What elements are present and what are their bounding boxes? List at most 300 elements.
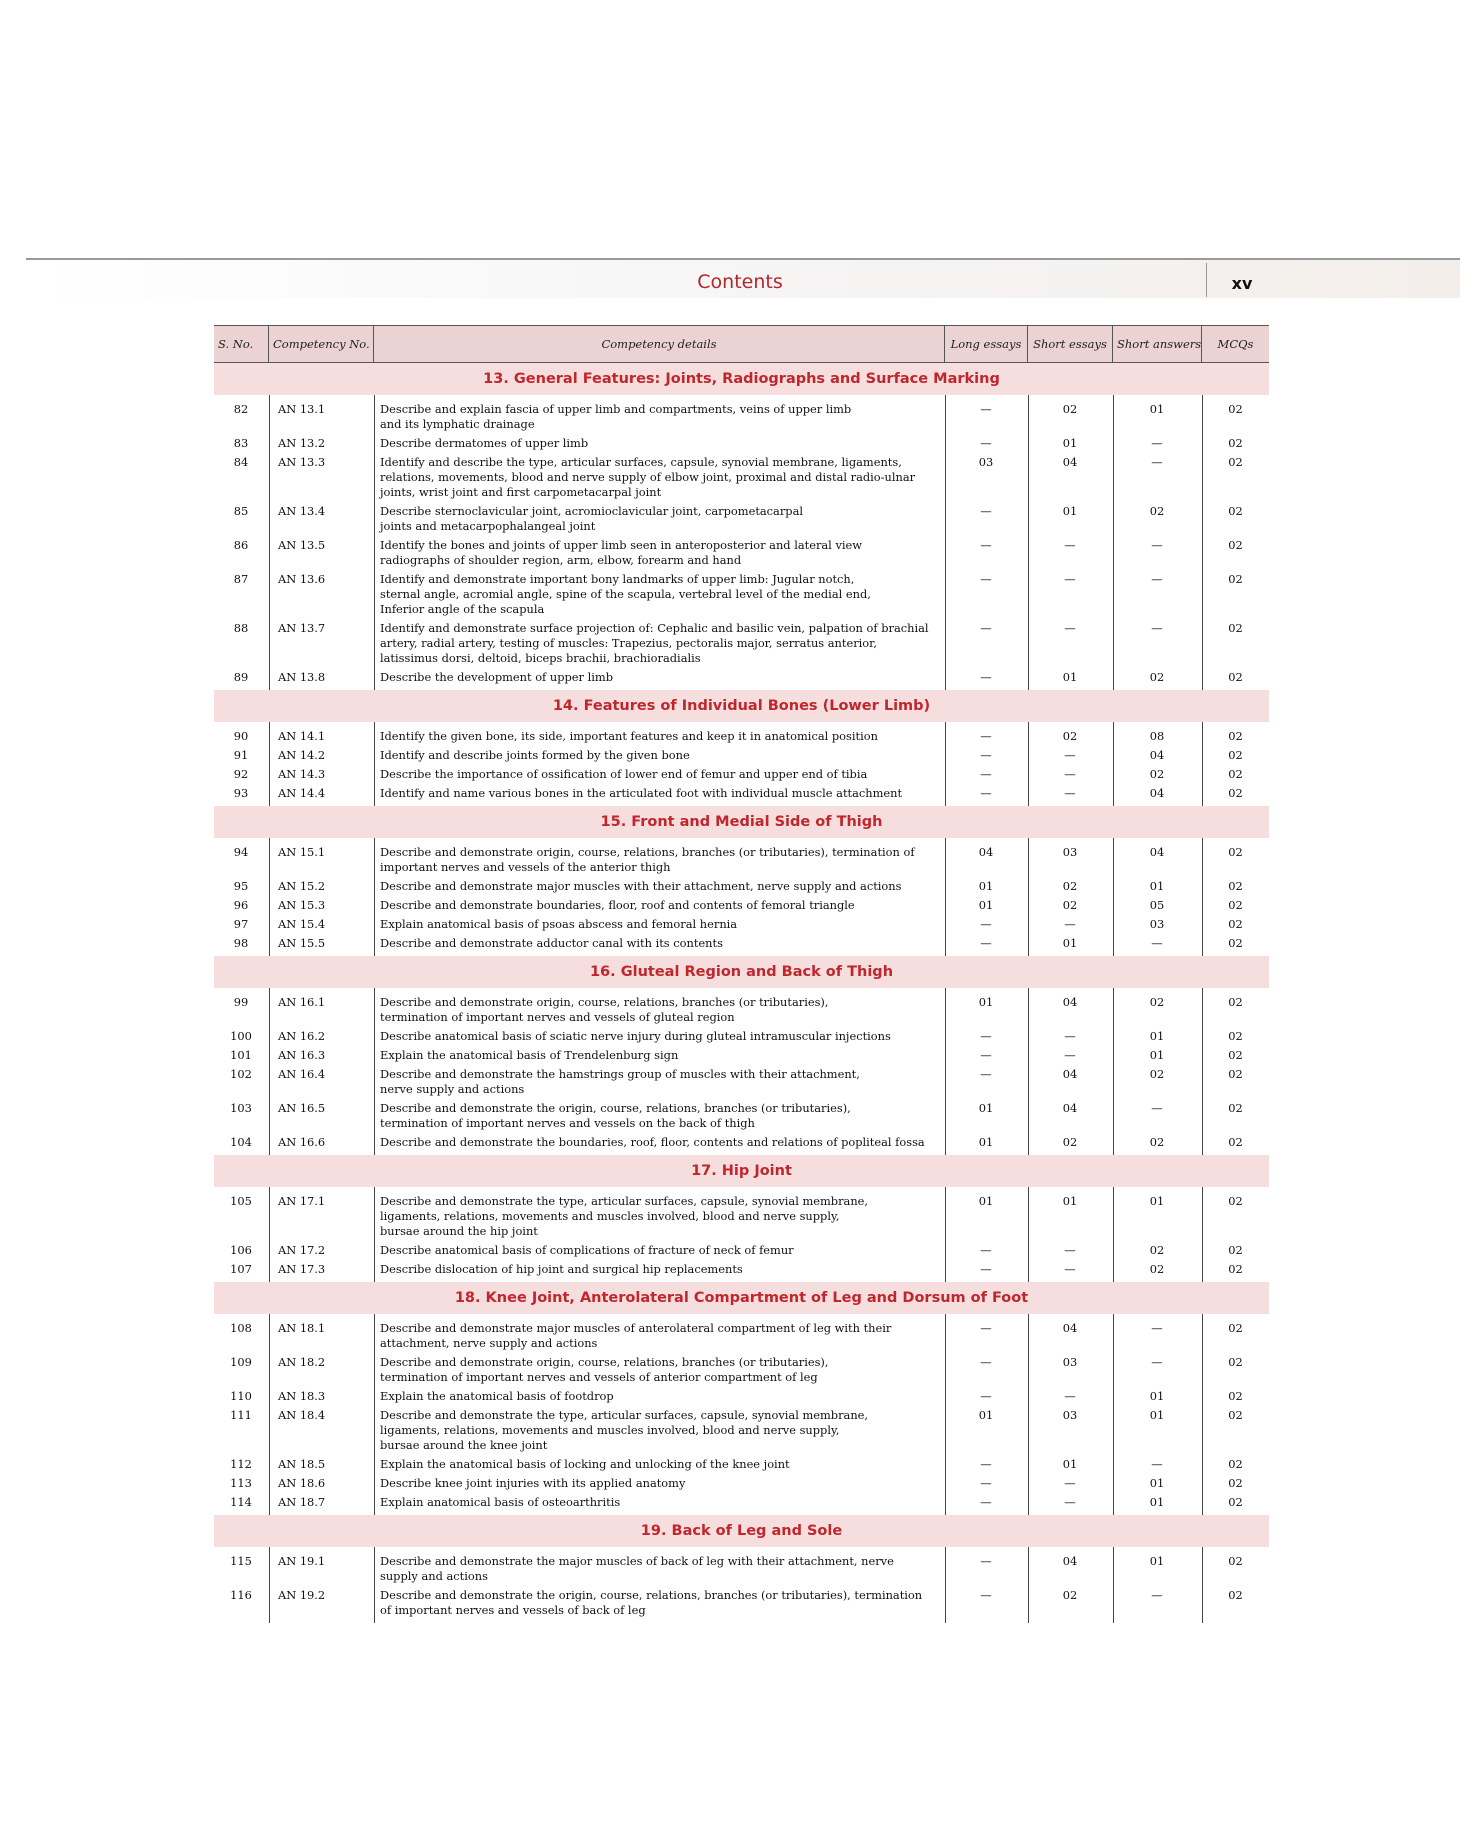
short-answers-count: — <box>1151 455 1163 469</box>
serial-number: 84 <box>233 455 249 469</box>
details-line: Describe knee joint injuries with its applied anatomy <box>380 1476 686 1490</box>
short-essays-count: — <box>1064 1389 1076 1403</box>
long-essays-count: — <box>980 786 992 800</box>
details-line: Describe anatomical basis of sciatic nerve injury during gluteal intramuscular injections <box>380 1029 891 1043</box>
competency-details <box>380 1194 940 1239</box>
short-answers-count: 04 <box>1149 845 1165 859</box>
table-row <box>214 845 1269 875</box>
competency-number: AN 15.2 <box>278 879 326 893</box>
table-row <box>214 1554 1269 1584</box>
serial-number: 89 <box>233 670 249 684</box>
section-rows <box>214 1187 1269 1282</box>
serial-number: 109 <box>230 1355 252 1369</box>
short-answers-count: 01 <box>1149 1048 1165 1062</box>
long-essays-count: — <box>980 1554 992 1568</box>
short-essays-count: 02 <box>1062 729 1078 743</box>
competency-number: AN 17.2 <box>278 1243 326 1257</box>
long-essays-count: — <box>980 621 992 635</box>
short-essays-count: 04 <box>1062 995 1078 1009</box>
competency-details <box>380 1135 940 1150</box>
competency-details <box>380 504 940 534</box>
short-answers-count: 02 <box>1149 1243 1165 1257</box>
short-essays-count: 04 <box>1062 1554 1078 1568</box>
mcqs-count: 02 <box>1228 538 1243 552</box>
short-essays-count: — <box>1064 1476 1076 1490</box>
serial-number: 87 <box>233 572 249 586</box>
short-answers-count: — <box>1151 538 1163 552</box>
section-rows <box>214 722 1269 806</box>
mcqs-count: 02 <box>1228 729 1243 743</box>
table-row <box>214 572 1269 617</box>
table-row <box>214 1067 1269 1097</box>
details-line: bursae around the hip joint <box>380 1224 538 1238</box>
details-line: Describe and demonstrate the boundaries, roof, floor, contents and relations of popliteal fossa <box>380 1135 925 1149</box>
details-line: Describe anatomical basis of complications of fracture of neck of femur <box>380 1243 794 1257</box>
mcqs-count: 02 <box>1228 845 1243 859</box>
mcqs-count: 02 <box>1228 1194 1243 1208</box>
competency-number: AN 19.2 <box>278 1588 326 1602</box>
section-rows <box>214 838 1269 956</box>
competency-details <box>380 1048 940 1063</box>
details-line: Describe and demonstrate adductor canal with its contents <box>380 936 723 950</box>
serial-number: 114 <box>230 1495 252 1509</box>
long-essays-count: — <box>980 767 992 781</box>
mcqs-count: 02 <box>1228 1355 1243 1369</box>
section-rows <box>214 395 1269 690</box>
serial-number: 97 <box>233 917 249 931</box>
mcqs-count: 02 <box>1228 995 1243 1009</box>
competency-number: AN 18.3 <box>278 1389 326 1403</box>
competency-details <box>380 1262 940 1277</box>
details-line: of important nerves and vessels of back of leg <box>380 1603 646 1617</box>
mcqs-count: 02 <box>1228 1588 1243 1602</box>
short-answers-count: 02 <box>1149 1067 1165 1081</box>
serial-number: 113 <box>230 1476 252 1490</box>
details-line: Describe and demonstrate boundaries, floor, roof and contents of femoral triangle <box>380 898 855 912</box>
competency-number: AN 13.2 <box>278 436 326 450</box>
competency-number: AN 18.6 <box>278 1476 326 1490</box>
short-answers-count: 04 <box>1149 786 1165 800</box>
long-essays-count: — <box>980 436 992 450</box>
competency-number: AN 13.4 <box>278 504 326 518</box>
details-line: Identify the given bone, its side, important features and keep it in anatomical position <box>380 729 878 743</box>
serial-number: 90 <box>233 729 249 743</box>
table-row <box>214 621 1269 666</box>
section-title: 19. Back of Leg and Sole <box>214 1515 1269 1547</box>
details-line: Describe and demonstrate the major muscles of back of leg with their attachment, nerve <box>380 1554 894 1568</box>
competency-details <box>380 1321 940 1351</box>
short-essays-count: 02 <box>1062 879 1078 893</box>
serial-number: 110 <box>230 1389 252 1403</box>
section-rows <box>214 1314 1269 1515</box>
long-essays-count: — <box>980 1355 992 1369</box>
table-row <box>214 1194 1269 1239</box>
details-line: relations, movements, blood and nerve supply of elbow joint, proximal and distal radio-ulnar <box>380 470 916 484</box>
competency-number: AN 18.2 <box>278 1355 326 1369</box>
details-line: Describe and demonstrate the type, articular surfaces, capsule, synovial membrane, <box>380 1194 869 1208</box>
short-essays-count: 03 <box>1062 845 1078 859</box>
competency-details <box>380 621 940 666</box>
table-row <box>214 504 1269 534</box>
short-essays-count: — <box>1064 1029 1076 1043</box>
serial-number: 86 <box>233 538 249 552</box>
short-essays-count: — <box>1064 538 1076 552</box>
competency-number: AN 14.2 <box>278 748 326 762</box>
long-essays-count: — <box>980 1389 992 1403</box>
details-line: Describe and demonstrate origin, course, relations, branches (or tributaries), <box>380 995 829 1009</box>
mcqs-count: 02 <box>1228 1243 1243 1257</box>
competency-table <box>214 325 1269 1623</box>
section-title: 18. Knee Joint, Anterolateral Compartment of Leg and Dorsum of Foot <box>214 1282 1269 1314</box>
long-essays-count: — <box>980 1029 992 1043</box>
short-answers-count: — <box>1151 572 1163 586</box>
competency-number: AN 13.7 <box>278 621 326 635</box>
section-rows <box>214 988 1269 1155</box>
details-line: Describe and demonstrate the type, articular surfaces, capsule, synovial membrane, <box>380 1408 869 1422</box>
mcqs-count: 02 <box>1228 1554 1243 1568</box>
long-essays-count: 04 <box>978 845 994 859</box>
table-row <box>214 1243 1269 1258</box>
competency-details <box>380 1476 940 1491</box>
long-essays-count: — <box>980 1321 992 1335</box>
short-answers-count: 02 <box>1149 995 1165 1009</box>
details-line: Describe and demonstrate origin, course, relations, branches (or tributaries), termination of <box>380 845 915 859</box>
competency-details <box>380 936 940 951</box>
mcqs-count: 02 <box>1228 879 1243 893</box>
column-header-short-essays: Short essays <box>1028 326 1113 362</box>
competency-number: AN 13.6 <box>278 572 326 586</box>
serial-number: 93 <box>233 786 249 800</box>
short-essays-count: 01 <box>1062 436 1078 450</box>
short-answers-count: 01 <box>1149 402 1165 416</box>
short-answers-count: 02 <box>1149 504 1165 518</box>
table-row <box>214 1389 1269 1404</box>
details-line: Identify and describe the type, articular surfaces, capsule, synovial membrane, ligaments, <box>380 455 902 469</box>
details-line: Describe and demonstrate major muscles with their attachment, nerve supply and actions <box>380 879 902 893</box>
short-essays-count: — <box>1064 767 1076 781</box>
long-essays-count: — <box>980 1495 992 1509</box>
competency-details <box>380 845 940 875</box>
serial-number: 96 <box>233 898 249 912</box>
competency-number: AN 13.8 <box>278 670 326 684</box>
competency-number: AN 17.3 <box>278 1262 326 1276</box>
serial-number: 100 <box>230 1029 252 1043</box>
short-essays-count: 02 <box>1062 1135 1078 1149</box>
competency-number: AN 16.4 <box>278 1067 326 1081</box>
serial-number: 115 <box>230 1554 252 1568</box>
details-line: Explain anatomical basis of osteoarthritis <box>380 1495 621 1509</box>
competency-number: AN 16.2 <box>278 1029 326 1043</box>
table-row <box>214 1588 1269 1618</box>
short-answers-count: — <box>1151 621 1163 635</box>
serial-number: 88 <box>233 621 249 635</box>
table-row <box>214 1476 1269 1491</box>
serial-number: 108 <box>230 1321 252 1335</box>
competency-number: AN 18.1 <box>278 1321 326 1335</box>
short-answers-count: 01 <box>1149 1389 1165 1403</box>
mcqs-count: 02 <box>1228 572 1243 586</box>
competency-number: AN 14.1 <box>278 729 326 743</box>
short-essays-count: 03 <box>1062 1408 1078 1422</box>
short-answers-count: 02 <box>1149 1135 1165 1149</box>
mcqs-count: 02 <box>1228 1135 1243 1149</box>
details-line: Explain the anatomical basis of footdrop <box>380 1389 614 1403</box>
short-essays-count: — <box>1064 1243 1076 1257</box>
short-answers-count: 01 <box>1149 1029 1165 1043</box>
serial-number: 101 <box>230 1048 252 1062</box>
mcqs-count: 02 <box>1228 1495 1243 1509</box>
table-row <box>214 917 1269 932</box>
long-essays-count: 01 <box>978 1101 994 1115</box>
mcqs-count: 02 <box>1228 786 1243 800</box>
section-title: 13. General Features: Joints, Radiographs and Surface Marking <box>214 363 1269 395</box>
mcqs-count: 02 <box>1228 898 1243 912</box>
serial-number: 112 <box>230 1457 252 1471</box>
details-line: ligaments, relations, movements and muscles involved, blood and nerve supply, <box>380 1209 840 1223</box>
short-essays-count: 01 <box>1062 1457 1078 1471</box>
serial-number: 104 <box>230 1135 252 1149</box>
competency-number: AN 13.5 <box>278 538 326 552</box>
competency-number: AN 18.5 <box>278 1457 326 1471</box>
competency-details <box>380 786 940 801</box>
details-line: Identify and name various bones in the articulated foot with individual muscle attachment <box>380 786 903 800</box>
short-essays-count: 04 <box>1062 1321 1078 1335</box>
details-line: Describe and demonstrate the origin, course, relations, branches (or tributaries), <box>380 1101 851 1115</box>
serial-number: 116 <box>230 1588 252 1602</box>
short-answers-count: — <box>1151 1588 1163 1602</box>
mcqs-count: 02 <box>1228 936 1243 950</box>
short-essays-count: 02 <box>1062 1588 1078 1602</box>
serial-number: 92 <box>233 767 249 781</box>
mcqs-count: 02 <box>1228 1408 1243 1422</box>
table-header-row <box>214 325 1269 363</box>
mcqs-count: 02 <box>1228 1389 1243 1403</box>
long-essays-count: — <box>980 504 992 518</box>
details-line: termination of important nerves and vessels on the back of thigh <box>380 1116 755 1130</box>
details-line: radiographs of shoulder region, arm, elbow, forearm and hand <box>380 553 742 567</box>
column-header-short-answers: Short answers <box>1113 326 1202 362</box>
short-answers-count: 04 <box>1149 748 1165 762</box>
short-answers-count: 02 <box>1149 767 1165 781</box>
section-title: 16. Gluteal Region and Back of Thigh <box>214 956 1269 988</box>
competency-details <box>380 1067 940 1097</box>
table-row <box>214 1457 1269 1472</box>
table-row <box>214 786 1269 801</box>
short-answers-count: 05 <box>1149 898 1165 912</box>
competency-number: AN 17.1 <box>278 1194 326 1208</box>
long-essays-count: — <box>980 1457 992 1471</box>
column-header-long-essays: Long essays <box>945 326 1028 362</box>
section-title: 15. Front and Medial Side of Thigh <box>214 806 1269 838</box>
short-answers-count: 01 <box>1149 1194 1165 1208</box>
serial-number: 105 <box>230 1194 252 1208</box>
details-line: nerve supply and actions <box>380 1082 525 1096</box>
serial-number: 91 <box>233 748 249 762</box>
competency-details <box>380 1355 940 1385</box>
column-header-details: Competency details <box>374 326 945 362</box>
competency-number: AN 18.7 <box>278 1495 326 1509</box>
competency-details <box>380 455 940 500</box>
details-line: Describe and demonstrate origin, course, relations, branches (or tributaries), <box>380 1355 829 1369</box>
serial-number: 82 <box>233 402 249 416</box>
serial-number: 85 <box>233 504 249 518</box>
short-essays-count: — <box>1064 1048 1076 1062</box>
competency-details <box>380 402 940 432</box>
mcqs-count: 02 <box>1228 1067 1243 1081</box>
long-essays-count: — <box>980 748 992 762</box>
short-answers-count: 01 <box>1149 1476 1165 1490</box>
long-essays-count: — <box>980 1262 992 1276</box>
table-row <box>214 455 1269 500</box>
serial-number: 94 <box>233 845 249 859</box>
details-line: and its lymphatic drainage <box>380 417 535 431</box>
details-line: Describe and demonstrate major muscles of anterolateral compartment of leg with their <box>380 1321 892 1335</box>
mcqs-count: 02 <box>1228 621 1243 635</box>
competency-details <box>380 879 940 894</box>
short-essays-count: — <box>1064 621 1076 635</box>
column-header-sno: S. No. <box>214 326 269 362</box>
competency-number: AN 16.6 <box>278 1135 326 1149</box>
section-title: 17. Hip Joint <box>214 1155 1269 1187</box>
competency-number: AN 19.1 <box>278 1554 326 1568</box>
competency-details <box>380 572 940 617</box>
table-row <box>214 1029 1269 1044</box>
competency-number: AN 14.4 <box>278 786 326 800</box>
competency-details <box>380 917 940 932</box>
details-line: bursae around the knee joint <box>380 1438 548 1452</box>
mcqs-count: 02 <box>1228 1048 1243 1062</box>
competency-details <box>380 898 940 913</box>
table-row <box>214 767 1269 782</box>
long-essays-count: — <box>980 572 992 586</box>
page-number: xv <box>1231 274 1253 293</box>
competency-number: AN 15.1 <box>278 845 326 859</box>
long-essays-count: — <box>980 1476 992 1490</box>
long-essays-count: 01 <box>978 1135 994 1149</box>
short-essays-count: — <box>1064 572 1076 586</box>
serial-number: 98 <box>233 936 249 950</box>
table-row <box>214 402 1269 432</box>
mcqs-count: 02 <box>1228 767 1243 781</box>
competency-details <box>380 1243 940 1258</box>
short-essays-count: — <box>1064 1495 1076 1509</box>
long-essays-count: — <box>980 1048 992 1062</box>
column-header-competency-no: Competency No. <box>269 326 374 362</box>
short-essays-count: 02 <box>1062 402 1078 416</box>
details-line: important nerves and vessels of the anterior thigh <box>380 860 671 874</box>
details-line: Describe dermatomes of upper limb <box>380 436 589 450</box>
mcqs-count: 02 <box>1228 748 1243 762</box>
table-row <box>214 729 1269 744</box>
details-line: Identify the bones and joints of upper limb seen in anteroposterior and lateral view <box>380 538 863 552</box>
short-essays-count: 03 <box>1062 1355 1078 1369</box>
long-essays-count: — <box>980 729 992 743</box>
mcqs-count: 02 <box>1228 1457 1243 1471</box>
competency-details <box>380 767 940 782</box>
short-essays-count: 04 <box>1062 1101 1078 1115</box>
mcqs-count: 02 <box>1228 1101 1243 1115</box>
details-line: Describe the development of upper limb <box>380 670 613 684</box>
header-divider <box>1206 263 1207 297</box>
details-line: attachment, nerve supply and actions <box>380 1336 598 1350</box>
long-essays-count: — <box>980 1588 992 1602</box>
long-essays-count: — <box>980 917 992 931</box>
long-essays-count: — <box>980 402 992 416</box>
short-essays-count: — <box>1064 1262 1076 1276</box>
long-essays-count: — <box>980 670 992 684</box>
short-essays-count: 01 <box>1062 1194 1078 1208</box>
long-essays-count: 01 <box>978 898 994 912</box>
competency-number: AN 15.4 <box>278 917 326 931</box>
competency-number: AN 16.1 <box>278 995 326 1009</box>
short-answers-count: 01 <box>1149 1408 1165 1422</box>
mcqs-count: 02 <box>1228 504 1243 518</box>
details-line: sternal angle, acromial angle, spine of the scapula, vertebral level of the medial end, <box>380 587 871 601</box>
short-essays-count: 01 <box>1062 670 1078 684</box>
competency-number: AN 16.3 <box>278 1048 326 1062</box>
serial-number: 95 <box>233 879 249 893</box>
table-row <box>214 1321 1269 1351</box>
section-title: 14. Features of Individual Bones (Lower Limb) <box>214 690 1269 722</box>
short-essays-count: 04 <box>1062 1067 1078 1081</box>
competency-details <box>380 1389 940 1404</box>
long-essays-count: 01 <box>978 1408 994 1422</box>
details-line: Describe and demonstrate the origin, course, relations, branches (or tributaries), termination <box>380 1588 923 1602</box>
details-line: Describe and demonstrate the hamstrings group of muscles with their attachment, <box>380 1067 860 1081</box>
short-answers-count: — <box>1151 1101 1163 1115</box>
details-line: Describe and explain fascia of upper limb and compartments, veins of upper limb <box>380 402 852 416</box>
mcqs-count: 02 <box>1228 1029 1243 1043</box>
mcqs-count: 02 <box>1228 455 1243 469</box>
competency-details <box>380 1588 940 1618</box>
competency-details <box>380 995 940 1025</box>
competency-details <box>380 670 940 685</box>
long-essays-count: 01 <box>978 1194 994 1208</box>
table-row <box>214 995 1269 1025</box>
serial-number: 83 <box>233 436 249 450</box>
details-line: Explain the anatomical basis of locking and unlocking of the knee joint <box>380 1457 790 1471</box>
short-answers-count: 02 <box>1149 1262 1165 1276</box>
details-line: termination of important nerves and vessels of anterior compartment of leg <box>380 1370 818 1384</box>
competency-details <box>380 538 940 568</box>
short-answers-count: 01 <box>1149 1495 1165 1509</box>
short-answers-count: 01 <box>1149 879 1165 893</box>
long-essays-count: — <box>980 1067 992 1081</box>
competency-number: AN 13.3 <box>278 455 326 469</box>
section-rows <box>214 1547 1269 1623</box>
details-line: supply and actions <box>380 1569 488 1583</box>
competency-number: AN 15.3 <box>278 898 326 912</box>
short-answers-count: — <box>1151 436 1163 450</box>
table-row <box>214 936 1269 951</box>
short-essays-count: 01 <box>1062 504 1078 518</box>
mcqs-count: 02 <box>1228 402 1243 416</box>
table-row <box>214 1355 1269 1385</box>
short-essays-count: 01 <box>1062 936 1078 950</box>
table-row <box>214 1101 1269 1131</box>
competency-details <box>380 1408 940 1453</box>
short-answers-count: 01 <box>1149 1554 1165 1568</box>
table-row <box>214 1135 1269 1150</box>
details-line: ligaments, relations, movements and muscles involved, blood and nerve supply, <box>380 1423 840 1437</box>
details-line: Describe dislocation of hip joint and surgical hip replacements <box>380 1262 743 1276</box>
details-line: latissimus dorsi, deltoid, biceps brachii, brachioradialis <box>380 651 701 665</box>
table-row <box>214 1408 1269 1453</box>
mcqs-count: 02 <box>1228 1476 1243 1490</box>
table-row <box>214 879 1269 894</box>
long-essays-count: — <box>980 538 992 552</box>
competency-details <box>380 436 940 451</box>
